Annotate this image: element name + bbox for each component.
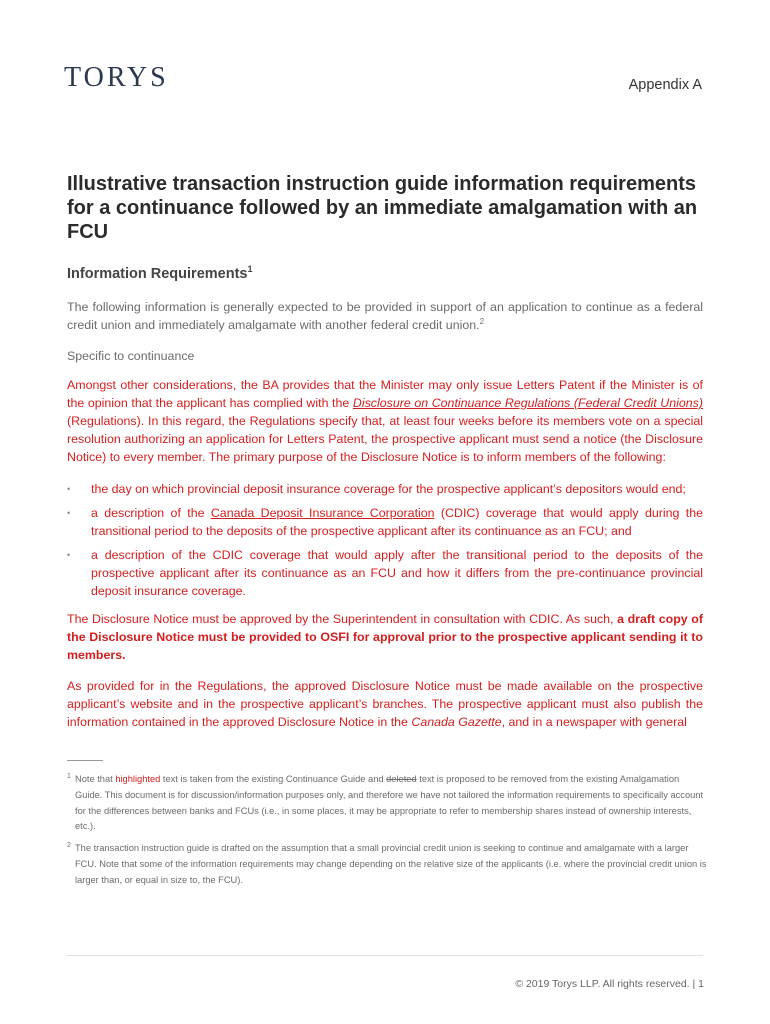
p2-text-a: Amongst other considerations, the BA provides that the Minister may only issue Letters Patent if the Minister is of the opinion that the applicant has complied with the [67,378,703,410]
section-heading-text: Information Requirements [67,266,248,282]
bullet-text: a description of the [91,506,211,520]
p2-text-b: (Regulations). In this regard, the Regulations specify that, at least four weeks before its members vote on a special resolution authorizing an application for Letters Patent, the prospective applicant must send a notice (the Disclosure Notice) to every member. The primary purpose of the Disclosure Notice is to inform members of the following: [67,414,703,464]
torys-logo: TORYS [64,62,169,93]
considerations-paragraph [67,376,703,466]
p4-text-b: , and in a newspaper with general [501,715,687,729]
footnote-text: text is taken from the existing Continuance Guide and [160,774,387,784]
appendix-label: Appendix A [628,77,702,93]
disclosure-bullets [67,480,703,606]
publication-paragraph [67,677,703,731]
footnote-ref-1[interactable]: 1 [247,264,253,275]
deleted-sample: deleted [386,774,417,784]
footnote-1 [67,772,707,835]
intro-paragraph [67,298,703,334]
footnotes [67,772,707,895]
p3-text: The Disclosure Notice must be approved by the Superintendent in consultation with CDIC. As such, [67,612,618,626]
footnote-text: Note that [75,774,116,784]
p3-bold-text: a draft copy of the Disclosure Notice must be provided to OSFI for approval prior to the prospective applicant sending it to members. [67,612,703,662]
page-footer: © 2019 Torys LLP. All rights reserved. | 1 [515,978,704,990]
approval-paragraph [67,610,703,664]
p4-text-a: As provided for in the Regulations, the approved Disclosure Notice must be made available on the prospective applicant’s website and in the prospective applicant’s branches. The prospective applicant must also publish the information contained in the approved Disclosure Notice in the [67,679,703,729]
highlighted-sample: highlighted [115,774,161,784]
bullet-text: the day on which provincial deposit insurance coverage for the prospective applicant’s depositors would end; [91,482,686,496]
cdic-link[interactable]: Canada Deposit Insurance Corporation [210,506,435,520]
subheading-continuance: Specific to continuance [67,349,195,363]
section-heading [67,266,252,282]
bullet-icon: • [67,550,71,560]
list-item [67,546,703,600]
canada-gazette-text: Canada Gazette [411,715,502,729]
bullet-icon: • [67,484,71,494]
footnote-number: 1 [67,773,71,780]
footnote-divider [67,760,103,761]
footnote-ref-2[interactable]: 2 [479,316,485,326]
footnote-text: text is proposed to be removed from the existing Amalgamation Guide. This document is for discussion/information purposes only, and therefore we have not tailored the information requirements to specifically account for the differences between banks and FCUs (i.e., in some places, it may be appropriate to refer to membership shares instead of ownership interests, etc.). [75,774,704,832]
list-item [67,480,703,498]
list-item [67,504,703,540]
footnote-number: 2 [67,842,71,850]
footnote-2 [67,841,707,888]
regulations-link[interactable]: Disclosure on Continuance Regulations (Federal Credit Unions) [352,396,703,410]
footnote-text: The transaction instruction guide is drafted on the assumption that a small provincial credit union is seeking to continue and amalgamate with a larger FCU. Note that some of the information requirements may change depending on the relative size of the applicants (i.e. where the provincial credit union is larger than, or equal in size to, the FCU). [75,843,707,885]
intro-text: The following information is generally expected to be provided in support of an application to continue as a federal credit union and immediately amalgamate with another federal credit union. [67,300,703,332]
page-title: Illustrative transaction instruction guide information requirements for a continuance followed by an immediate amalgamation with an FCU [67,173,698,243]
bullet-text-cont: (CDIC) coverage that would apply during the transitional period to the deposits of the prospective applicant after its continuance as an FCU; and [91,506,703,538]
bullet-text: a description of the CDIC coverage that would apply after the transitional period to the deposits of the prospective applicant after its continuance as an FCU and how it differs from the pre-continuance provincial deposit insurance coverage. [91,548,703,598]
bullet-icon: • [67,508,71,518]
footer-divider [67,955,703,956]
